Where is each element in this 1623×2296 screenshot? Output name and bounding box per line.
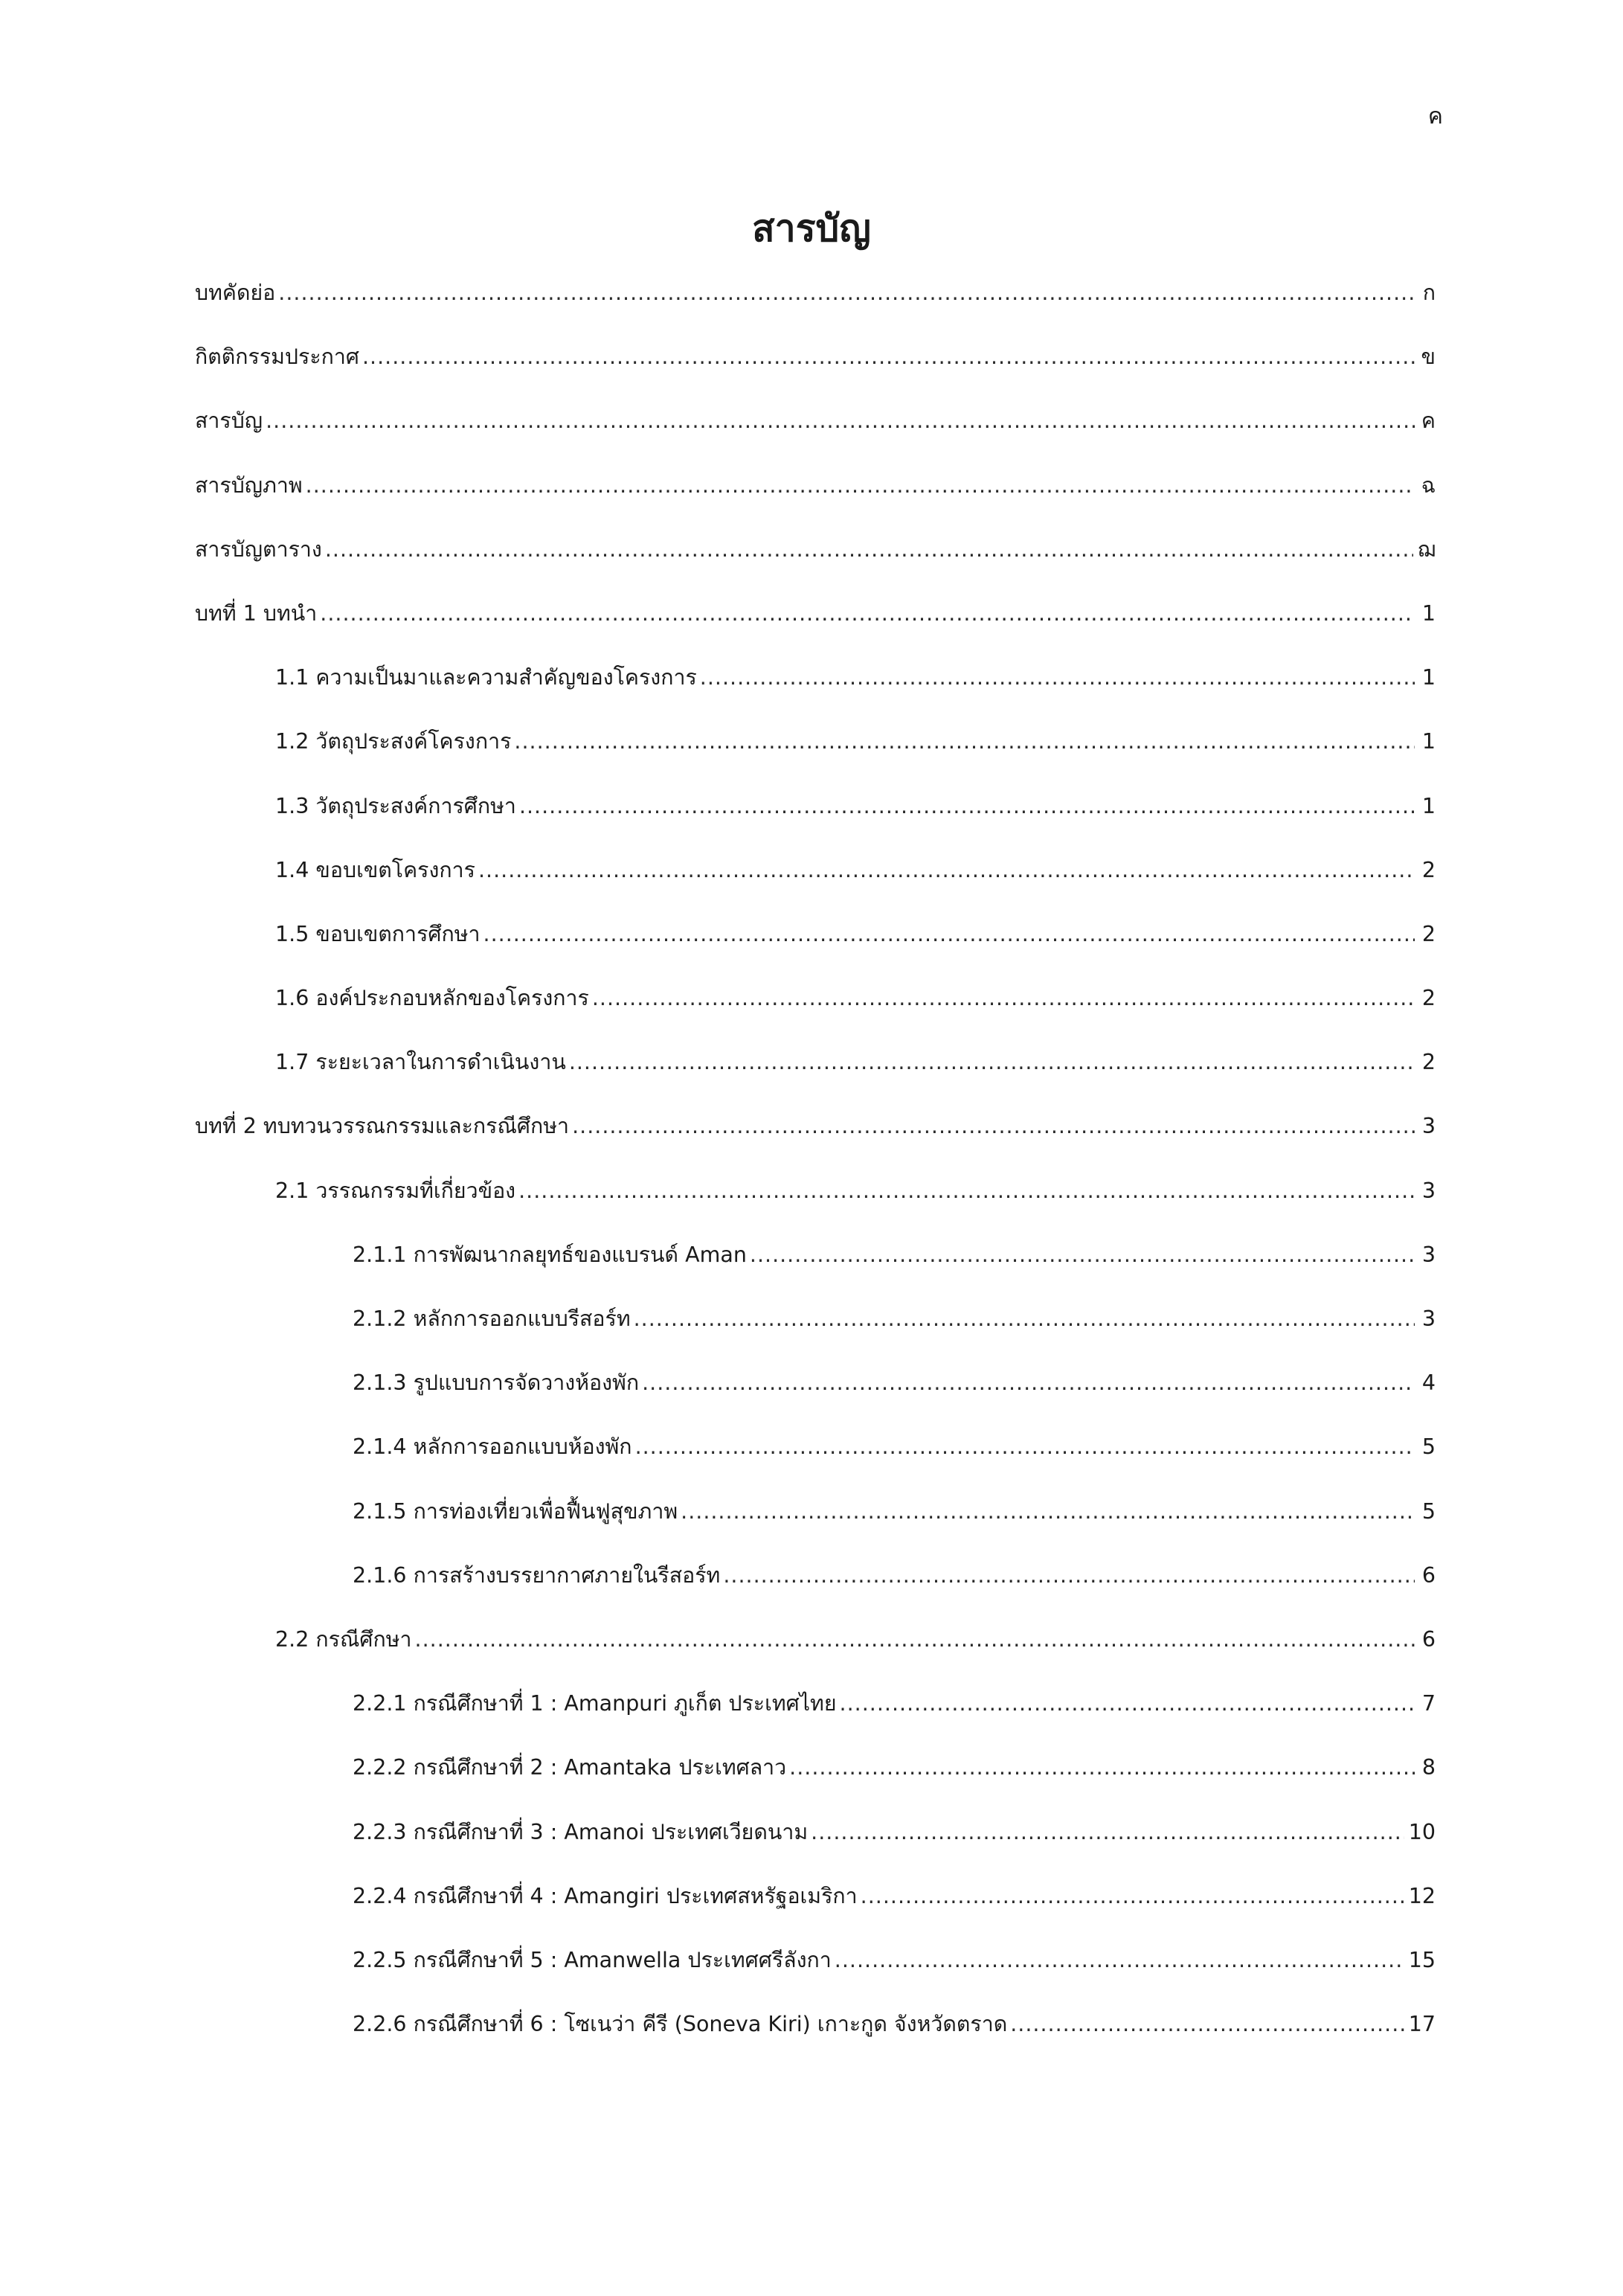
toc-entry[interactable]: [195, 405, 1436, 469]
dot-leader: [1010, 2008, 1404, 2041]
toc-entry[interactable]: [195, 533, 1436, 597]
toc-entry-page: 10: [1408, 1819, 1436, 1844]
toc-entry-page: 2: [1421, 857, 1436, 882]
dot-leader: [750, 1239, 1415, 1272]
toc-entry-label: 2.1.2 หลักการออกแบบรีสอร์ท: [353, 1306, 631, 1331]
dot-leader: [700, 661, 1415, 694]
dot-leader: [569, 1046, 1415, 1079]
toc-entry-label: 2.2.5 กรณีศึกษาที่ 5 : Amanwella ประเทศศรีลังกา: [353, 1947, 832, 1972]
toc-entry-page: ฉ: [1421, 472, 1436, 498]
dot-leader: [723, 1559, 1415, 1592]
toc-entry[interactable]: [195, 1623, 1436, 1687]
dot-leader: [519, 790, 1415, 823]
toc-entry-label: 1.4 ขอบเขตโครงการ: [275, 857, 475, 882]
dot-leader: [518, 1175, 1415, 1208]
dot-leader: [789, 1751, 1415, 1784]
dot-leader: [681, 1495, 1415, 1528]
toc-entry-page: 3: [1421, 1178, 1436, 1203]
toc-entry-page: 17: [1408, 2012, 1436, 2037]
toc-entry-label: สารบัญตาราง: [195, 536, 322, 562]
toc-entry-page: 1: [1421, 793, 1436, 818]
toc-entry-label: 1.2 วัตถุประสงค์โครงการ: [275, 729, 512, 754]
dot-leader: [861, 1880, 1404, 1913]
toc-entry[interactable]: [195, 2008, 1436, 2072]
toc-entry-label: 1.1 ความเป็นมาและความสำคัญของโครงการ: [275, 665, 697, 690]
toc-entry[interactable]: [195, 918, 1436, 982]
dot-leader: [478, 854, 1415, 887]
toc-entry-label: สารบัญ: [195, 408, 263, 434]
dot-leader: [572, 1110, 1415, 1143]
toc-entry-page: 5: [1421, 1498, 1436, 1524]
toc-entry[interactable]: [195, 1687, 1436, 1751]
dot-leader: [278, 277, 1415, 310]
dot-leader: [266, 405, 1415, 437]
toc-entry[interactable]: [195, 854, 1436, 918]
toc-entry-label: บทที่ 2 ทบทวนวรรณกรรมและกรณีศึกษา: [195, 1114, 570, 1139]
toc-entry[interactable]: [195, 982, 1436, 1046]
toc-entry-label: สารบัญภาพ: [195, 472, 303, 498]
toc-entry[interactable]: [195, 277, 1436, 341]
toc-entry-label: 1.7 ระยะเวลาในการดำเนินงาน: [275, 1050, 566, 1075]
toc-entry-page: 1: [1421, 600, 1436, 626]
toc-entry-page: 3: [1421, 1306, 1436, 1331]
toc-entry[interactable]: [195, 1367, 1436, 1431]
toc-entry-page: ข: [1421, 344, 1436, 370]
toc-entry-page: 4: [1421, 1370, 1436, 1396]
dot-leader: [362, 341, 1415, 373]
toc-entry-page: 1: [1421, 665, 1436, 690]
dot-leader: [325, 533, 1413, 566]
toc-entry[interactable]: [195, 725, 1436, 789]
table-of-contents: [195, 277, 1436, 2072]
toc-entry-label: 2.1.4 หลักการออกแบบห้องพัก: [353, 1434, 632, 1460]
toc-entry-page: 2: [1421, 1050, 1436, 1075]
toc-entry[interactable]: [195, 597, 1436, 661]
toc-entry-label: 1.6 องค์ประกอบหลักของโครงการ: [275, 986, 589, 1011]
toc-entry[interactable]: [195, 341, 1436, 405]
dot-leader: [483, 918, 1415, 951]
toc-entry-label: 2.2.3 กรณีศึกษาที่ 3 : Amanoi ประเทศเวียดนาม: [353, 1819, 809, 1844]
toc-entry[interactable]: [195, 1110, 1436, 1174]
toc-entry[interactable]: [195, 1751, 1436, 1815]
toc-entry-page: 6: [1421, 1626, 1436, 1652]
toc-entry-page: 6: [1421, 1562, 1436, 1588]
toc-entry[interactable]: [195, 1175, 1436, 1239]
toc-entry-page: ค: [1421, 408, 1436, 434]
toc-entry-label: กิตติกรรมประกาศ: [195, 344, 359, 370]
toc-entry-page: 1: [1421, 729, 1436, 754]
toc-entry-label: 2.1.6 การสร้างบรรยากาศภายในรีสอร์ท: [353, 1562, 721, 1588]
dot-leader: [642, 1367, 1415, 1399]
toc-entry-page: 2: [1421, 986, 1436, 1011]
toc-entry[interactable]: [195, 1303, 1436, 1367]
toc-entry[interactable]: [195, 1559, 1436, 1623]
toc-entry-page: 12: [1408, 1883, 1436, 1908]
toc-entry-label: 2.2 กรณีศึกษา: [275, 1626, 412, 1652]
toc-entry[interactable]: [195, 1239, 1436, 1303]
toc-entry[interactable]: [195, 1816, 1436, 1880]
dot-leader: [635, 1431, 1415, 1463]
toc-entry-label: 2.1.3 รูปแบบการจัดวางห้องพัก: [353, 1370, 640, 1396]
dot-leader: [811, 1816, 1404, 1849]
dot-leader: [592, 982, 1415, 1015]
toc-entry[interactable]: [195, 1880, 1436, 1944]
toc-entry-label: 2.2.6 กรณีศึกษาที่ 6 : โซเนว่า คีรี (Soneva Kiri) เกาะกูด จังหวัดตราด: [353, 2012, 1008, 2037]
toc-entry-page: 3: [1421, 1114, 1436, 1139]
toc-entry-label: 2.1.5 การท่องเที่ยวเพื่อฟื้นฟูสุขภาพ: [353, 1498, 678, 1524]
toc-entry-label: 1.3 วัตถุประสงค์การศึกษา: [275, 793, 516, 818]
toc-entry[interactable]: [195, 1944, 1436, 2008]
toc-entry[interactable]: [195, 1046, 1436, 1110]
toc-entry[interactable]: [195, 469, 1436, 533]
toc-entry-label: 2.2.1 กรณีศึกษาที่ 1 : Amanpuri ภูเก็ต ประเทศไทย: [353, 1691, 837, 1716]
toc-entry-page: 7: [1421, 1691, 1436, 1716]
dot-leader: [514, 725, 1415, 758]
toc-entry[interactable]: [195, 1495, 1436, 1559]
toc-entry-label: 2.2.4 กรณีศึกษาที่ 4 : Amangiri ประเทศสหรัฐอเมริกา: [353, 1883, 858, 1908]
toc-entry-page: ฌ: [1417, 536, 1436, 562]
toc-entry-page: 5: [1421, 1434, 1436, 1460]
dot-leader: [634, 1303, 1415, 1335]
toc-entry-label: บทคัดย่อ: [195, 280, 276, 305]
toc-entry-page: 8: [1421, 1755, 1436, 1780]
dot-leader: [320, 597, 1415, 630]
dot-leader: [415, 1623, 1415, 1656]
toc-entry-label: 2.1 วรรณกรรมที่เกี่ยวข้อง: [275, 1178, 516, 1203]
page-number: ค: [1427, 103, 1443, 129]
toc-entry-label: 2.2.2 กรณีศึกษาที่ 2 : Amantaka ประเทศลาว: [353, 1755, 787, 1780]
dot-leader: [306, 469, 1415, 502]
toc-entry[interactable]: [195, 790, 1436, 854]
toc-entry[interactable]: [195, 661, 1436, 725]
toc-entry-page: 15: [1408, 1947, 1436, 1972]
toc-entry-page: 3: [1421, 1242, 1436, 1267]
toc-entry-label: บทที่ 1 บทนำ: [195, 600, 318, 626]
dot-leader: [835, 1944, 1404, 1977]
toc-entry-label: 2.1.1 การพัฒนากลยุทธ์ของแบรนด์ Aman: [353, 1242, 747, 1267]
dot-leader: [840, 1687, 1415, 1720]
toc-entry[interactable]: [195, 1431, 1436, 1495]
page-title: สารบัญ: [752, 207, 871, 250]
toc-entry-page: 2: [1421, 921, 1436, 946]
toc-entry-label: 1.5 ขอบเขตการศึกษา: [275, 921, 481, 946]
toc-entry-page: ก: [1422, 280, 1436, 305]
